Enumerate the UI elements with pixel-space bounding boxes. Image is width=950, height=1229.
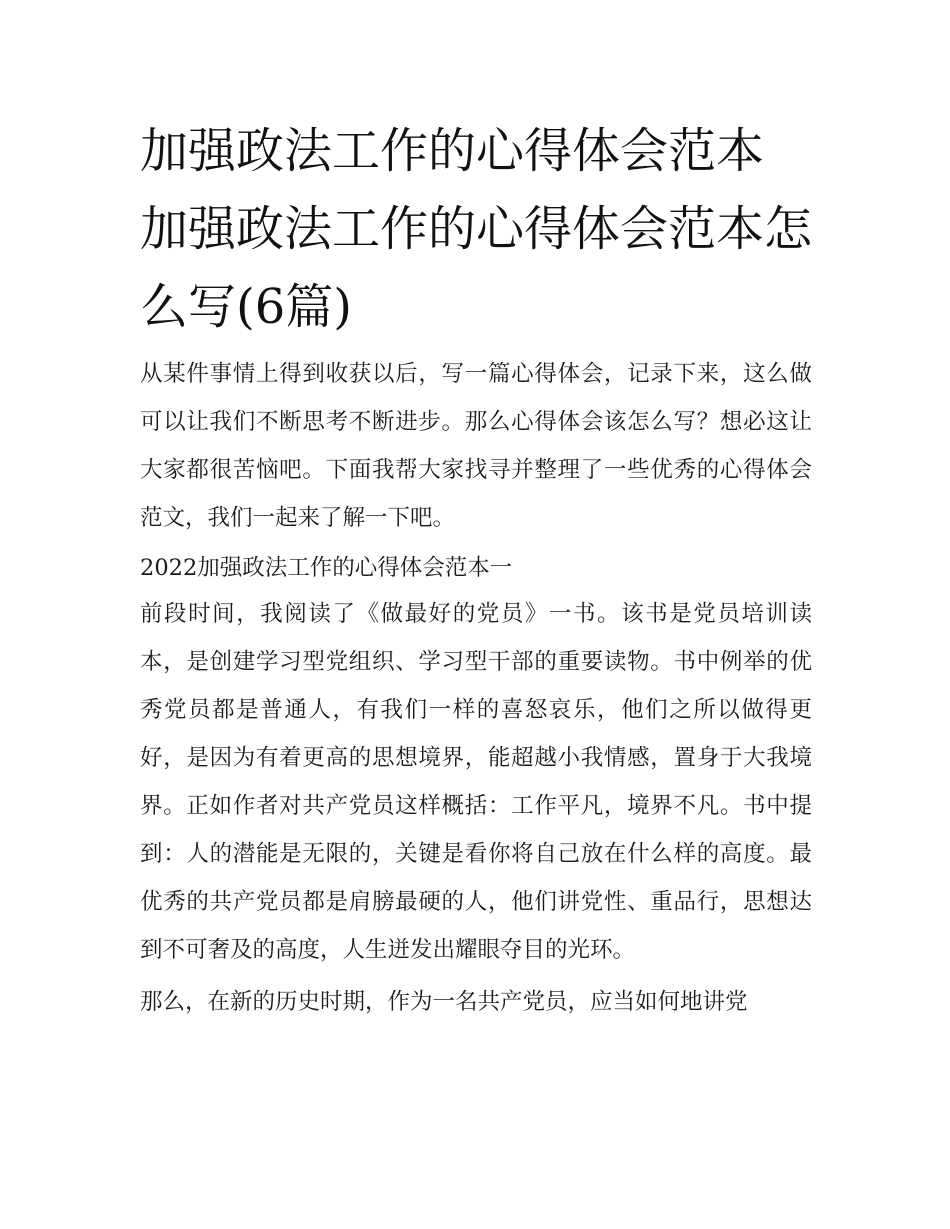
- section-heading: 2022加强政法工作的心得体会范本一: [140, 555, 513, 581]
- document-title: 加强政法工作的心得体会范本 加强政法工作的心得体会范本怎么写(6篇): [140, 123, 813, 335]
- body-paragraph-1: 前段时间，我阅读了《做最好的党员》一书。该书是党员培训读本，是创建学习型党组织、学习型干部的重要读物。书中例举的优秀党员都是普通人，有我们一样的喜怒哀乐，他们之所以做得更好，是因为有着更高的思想境界，能超越小我情感，置身于大我境界。正如作者对共产党员这样概括：工作平凡，境界不凡。书中提到：人的潜能是无限的，关键是看你将自己放在什么样的高度。最优秀的共产党员都是肩膀最硬的人，他们讲党性、重品行，思想达到不可奢及的高度，人生迸发出耀眼夺目的光环。: [140, 601, 812, 963]
- document-body: [140, 112, 812, 1026]
- intro-paragraph: 从某件事情上得到收获以后，写一篇心得体会，记录下来，这么做可以让我们不断思考不断进步。那么心得体会该怎么写？想必这让大家都很苦恼吧。下面我帮大家找寻并整理了一些优秀的心得体会范文，我们一起来了解一下吧。: [140, 361, 812, 531]
- body-paragraph-2: 那么，在新的历史时期，作为一名共产党员，应当如何地讲党: [140, 989, 748, 1015]
